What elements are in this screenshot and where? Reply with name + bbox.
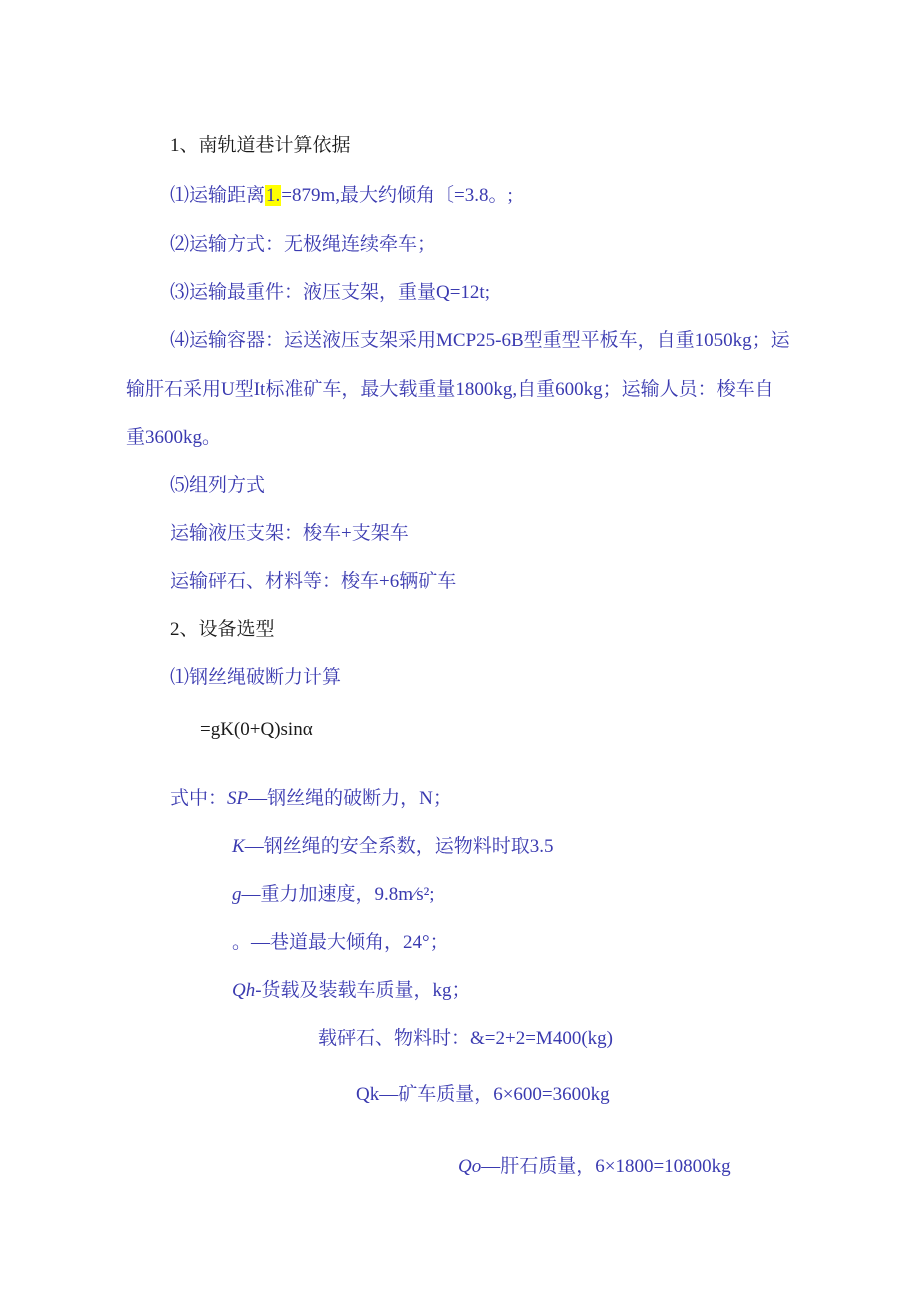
highlighted-text: 1. bbox=[266, 185, 281, 206]
paragraph-6 bbox=[170, 666, 341, 690]
qk-line bbox=[356, 1083, 610, 1107]
paragraph-6-text: ⑴钢丝绳破断力计算 bbox=[170, 667, 342, 688]
paragraph-5-b bbox=[170, 570, 456, 594]
qk-line-text: Qk—矿车质量，6×600=3600kg bbox=[356, 1084, 610, 1105]
paragraph-3 bbox=[170, 281, 490, 305]
definition-alpha-text: 。—巷道最大倾角，24°； bbox=[232, 932, 449, 953]
section-2-title-text: 2、设备选型 bbox=[170, 619, 275, 640]
paragraph-5-text: ⑸组列方式 bbox=[170, 475, 266, 496]
definition-sp-text: —钢丝绳的破断力，N； bbox=[248, 788, 452, 809]
paragraph-4-line-3 bbox=[126, 426, 221, 450]
definition-g bbox=[232, 883, 435, 907]
paragraph-5 bbox=[170, 474, 265, 498]
definition-qh-text: -货载及装载车质量，kg； bbox=[255, 980, 471, 1001]
qo-line-text: —肝石质量，6×1800=10800kg bbox=[481, 1156, 731, 1177]
definition-qh bbox=[232, 979, 471, 1003]
paragraph-4-text-3: 重3600kg。 bbox=[126, 427, 222, 448]
section-1-title-text: 1、南轨道巷计算依据 bbox=[170, 135, 351, 156]
definition-sp bbox=[170, 787, 452, 811]
formula-text: =gK(0+Q)sinα bbox=[200, 719, 313, 740]
load-line bbox=[318, 1027, 613, 1051]
paragraph-5-b-text: 运输砰石、材料等：梭车+6辆矿车 bbox=[170, 571, 457, 592]
paragraph-5-a bbox=[170, 522, 409, 546]
definition-intro: 式中： bbox=[170, 788, 228, 809]
paragraph-4-text-1: ⑷运输容器：运送液压支架采用MCP25-6B型重型平板车，自重1050kg；运 bbox=[170, 330, 790, 351]
paragraph-5-a-text: 运输液压支架：梭车+支架车 bbox=[170, 523, 409, 544]
definition-alpha bbox=[232, 931, 449, 955]
paragraph-2-text: ⑵运输方式：无极绳连续牵车； bbox=[170, 234, 437, 255]
definition-k-text: —钢丝绳的安全系数，运物料时取3.5 bbox=[244, 836, 554, 857]
paragraph-1-text-a: ⑴运输距离 bbox=[170, 185, 266, 206]
symbol-k: K bbox=[232, 836, 245, 857]
symbol-g: g bbox=[232, 884, 242, 905]
paragraph-2 bbox=[170, 233, 436, 257]
paragraph-4-line-1 bbox=[170, 329, 790, 353]
paragraph-3-text: ⑶运输最重件：液压支架，重量Q=12t; bbox=[170, 282, 490, 303]
paragraph-1 bbox=[170, 184, 513, 208]
section-1-title bbox=[170, 134, 351, 158]
paragraph-1-text-b: =879m,最大约倾角〔=3.8。; bbox=[281, 185, 513, 206]
section-2-title bbox=[170, 618, 275, 642]
qo-line bbox=[458, 1155, 731, 1179]
load-line-text: 载砰石、物料时：&=2+2=M400(kg) bbox=[318, 1028, 613, 1049]
definition-k bbox=[232, 835, 553, 859]
definition-g-text: —重力加速度，9.8m⁄s²; bbox=[241, 884, 435, 905]
symbol-qo: Qo bbox=[458, 1156, 482, 1177]
paragraph-4-text-2: 输肝石采用U型It标准矿车，最大载重量1800kg,自重600kg；运输人员：梭车自 bbox=[126, 379, 774, 400]
formula bbox=[200, 718, 313, 742]
symbol-sp: SP bbox=[227, 788, 249, 809]
paragraph-4-line-2 bbox=[126, 378, 774, 402]
symbol-qh: Qh bbox=[232, 980, 256, 1001]
